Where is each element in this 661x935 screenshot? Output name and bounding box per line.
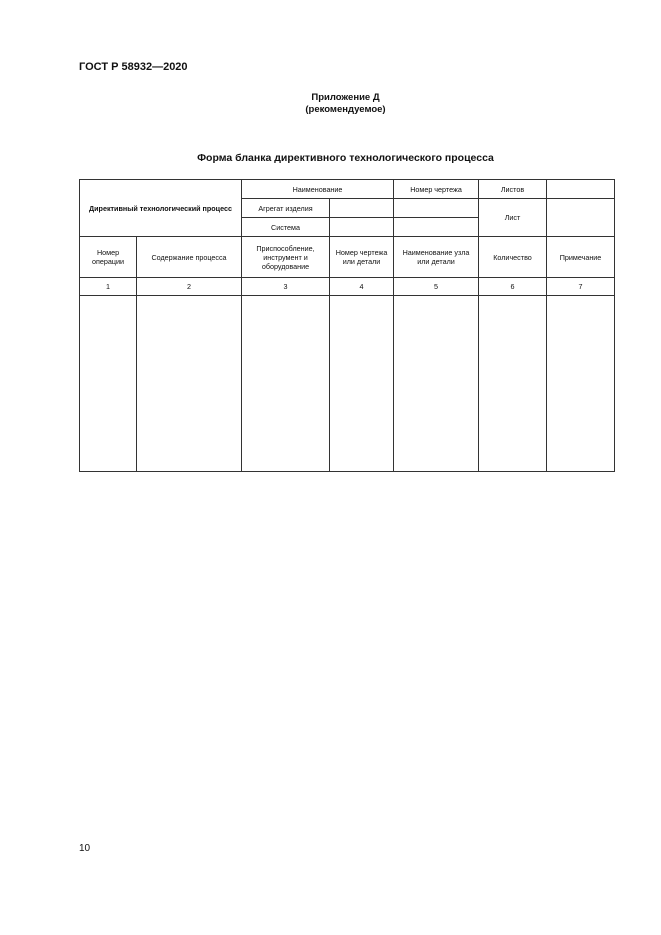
body-cell: [80, 296, 137, 472]
unit-value-cell: [330, 199, 394, 218]
page-number: 10: [79, 843, 91, 854]
column-number: 1: [80, 278, 137, 296]
column-header: Содержание процесса: [137, 237, 242, 278]
body-cell: [479, 296, 547, 472]
system-value-cell: [330, 218, 394, 237]
column-header: Номер чертежа или детали: [330, 237, 394, 278]
column-header: Примечание: [547, 237, 615, 278]
column-number: 4: [330, 278, 394, 296]
column-header: Приспособление, инструмент и оборудование: [242, 237, 330, 278]
system-label-cell: Система: [242, 218, 330, 237]
drawing-number-label-cell: Номер чертежа: [394, 180, 479, 199]
system-drawing-cell: [394, 218, 479, 237]
table-row: [80, 296, 615, 472]
column-number: 6: [479, 278, 547, 296]
sheets-value-cell: [547, 180, 615, 199]
name-label-cell: Наименование: [242, 180, 394, 199]
body-cell: [137, 296, 242, 472]
unit-drawing-cell: [394, 199, 479, 218]
appendix-title: Приложение Д: [311, 92, 380, 103]
process-label-cell: Директивный технологический процесс: [80, 180, 242, 237]
column-number: 2: [137, 278, 242, 296]
appendix-heading: [0, 92, 661, 116]
process-form-table: [79, 179, 615, 472]
appendix-status: (рекомендуемое): [305, 104, 386, 115]
body-cell: [547, 296, 615, 472]
body-cell: [242, 296, 330, 472]
sheets-label-cell: Листов: [479, 180, 547, 199]
body-cell: [394, 296, 479, 472]
column-number: 5: [394, 278, 479, 296]
document-code: ГОСТ Р 58932—2020: [79, 61, 188, 73]
column-header: Количество: [479, 237, 547, 278]
column-number: 3: [242, 278, 330, 296]
sheet-value-cell: [547, 199, 615, 237]
body-cell: [330, 296, 394, 472]
column-header: Наименование узла или детали: [394, 237, 479, 278]
column-number: 7: [547, 278, 615, 296]
column-header: Номер операции: [80, 237, 137, 278]
sheet-label-cell: Лист: [479, 199, 547, 237]
unit-label-cell: Агрегат изделия: [242, 199, 330, 218]
form-title: Форма бланка директивного технологического процесса: [197, 152, 494, 164]
